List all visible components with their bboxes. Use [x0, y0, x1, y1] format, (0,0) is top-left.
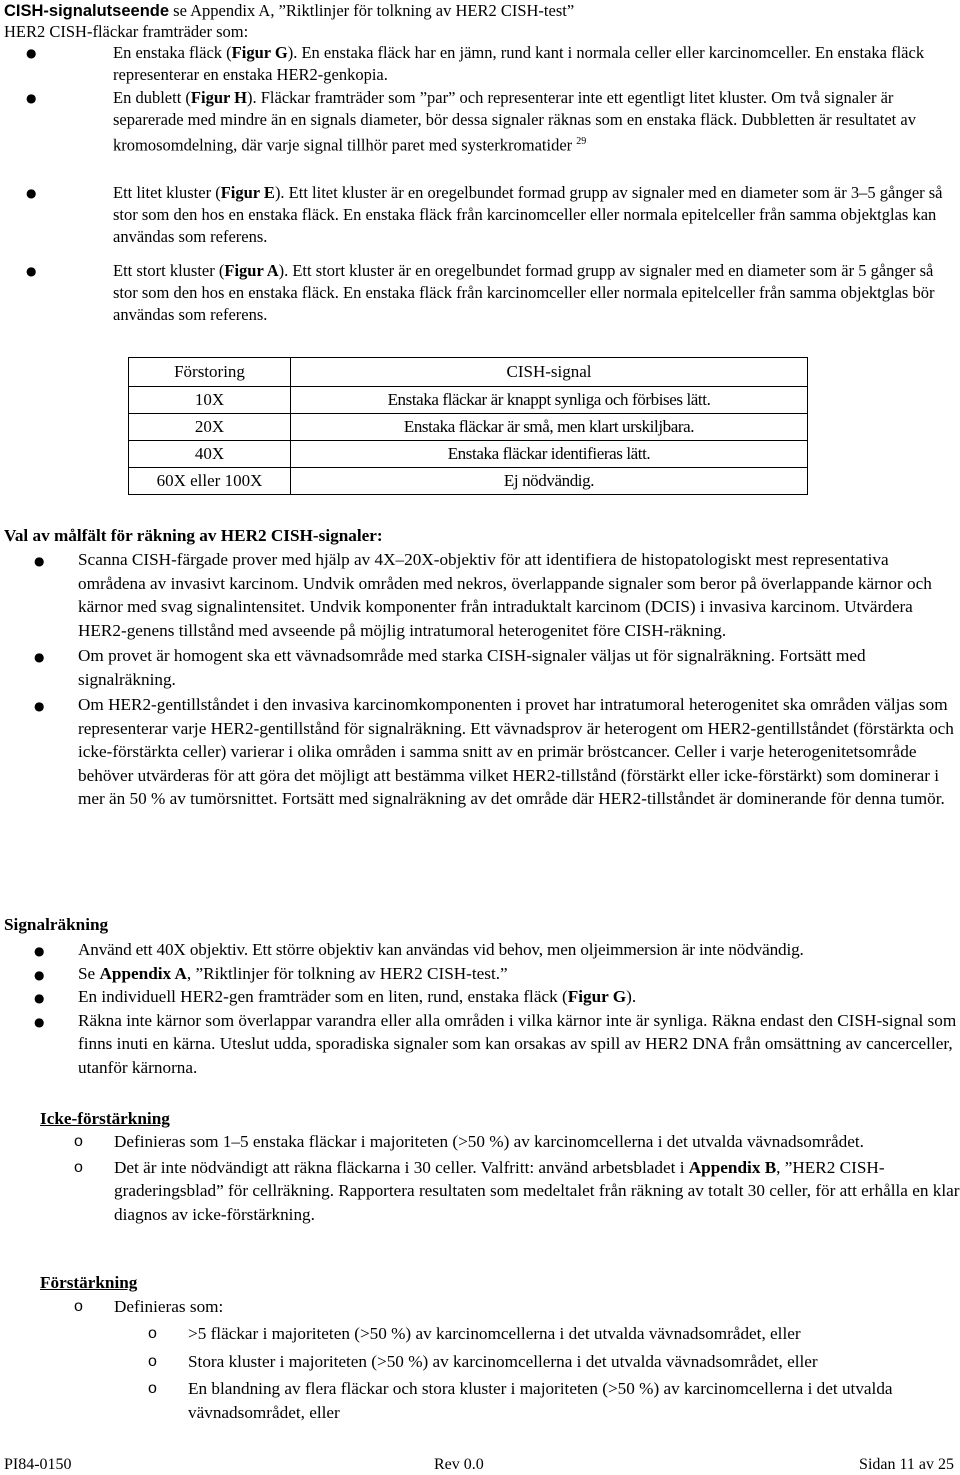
- list-item: o En blandning av flera fläckar och stora kluster i majoriteten (>50 %) av karcinomcellerna i det utvalda vävnadsområdet, eller: [148, 1379, 893, 1422]
- signal-counting-list: [28, 938, 960, 1079]
- table-header-cell: Förstoring: [129, 358, 291, 387]
- bullet-icon: ●: [26, 186, 37, 200]
- bullet-icon: ●: [26, 264, 37, 278]
- table-header-cell: CISH-signal: [291, 358, 808, 387]
- field-selection-list: [28, 548, 960, 811]
- table-cell: Enstaka fläckar identifieras lätt.: [291, 441, 808, 468]
- footer-revision: Rev 0.0: [434, 1456, 484, 1473]
- table-cell: 40X: [129, 441, 291, 468]
- circle-bullet-icon: o: [148, 1352, 157, 1370]
- bullet-icon: ●: [34, 944, 45, 958]
- list-item: ● Ett stort kluster (Figur A). Ett stort kluster är en oregelbundet formad grupp av signaler med en diameter som är 5 gånger så stor som den hos en enstaka fläck. En enstaka fläck från karcinomceller eller normala epitelceller från samma objektglas bör användas som referens.: [26, 261, 935, 324]
- table-cell: 20X: [129, 414, 291, 441]
- bullet-icon: ●: [34, 650, 45, 664]
- list-item: ● Om HER2-gentillståndet i den invasiva karcinomkomponenten i provet har intratumoral heterogenitet ska områden väljas som representerar varje HER2-gentillstånd för signalräkning. Ett vävnadsprov är heterogent om HER2-gentillståndet (förstärkta och icke-förstärkta celler) varierar i olika områden i samma snitt av en primär bröstcancer. Celler i varje heterogenitetsområde behöver utvärderas för att göra det möjligt att bestämma vilket HER2-tillstånd (förstärkt eller icke-förstärkt) som dominerar i mer än 50 % av tumörsnittet. Fortsätt med signalräkning av det område där HER2-tillståndet är dominerande för denna tumör.: [34, 695, 954, 808]
- list-item: o Definieras som 1–5 enstaka fläckar i majoriteten (>50 %) av karcinomcellerna i det utvalda vävnadsområdet.: [60, 1130, 960, 1154]
- bullet-icon: ●: [34, 991, 45, 1005]
- table-cell: 10X: [129, 387, 291, 414]
- table-row: [129, 468, 808, 495]
- circle-bullet-icon: o: [148, 1325, 157, 1342]
- table-cell: Enstaka fläckar är små, men klart urskiljbara.: [291, 414, 808, 441]
- non-amplification-title: Icke-förstärkning: [40, 1109, 170, 1128]
- heading-bold: CISH-signalutseende: [4, 2, 170, 20]
- list-item: ● Ett litet kluster (Figur E). Ett litet kluster är en oregelbundet formad grupp av signaler med en diameter som är 3–5 gånger så stor som den hos en enstaka fläck. En enstaka fläck från karcinomceller eller normala epitelceller från samma objektglas kan användas som referens.: [26, 183, 943, 246]
- table-cell: Enstaka fläckar är knappt synliga och förbises lätt.: [291, 387, 808, 414]
- table-row: [129, 387, 808, 414]
- list-item: ● Om provet är homogent ska ett vävnadsområde med starka CISH-signaler väljas ut för signalräkning. Fortsätt med signalräkning.: [34, 646, 866, 689]
- list-item: o Definieras som:: [60, 1295, 960, 1319]
- footer-doc-id: PI84-0150: [4, 1456, 72, 1473]
- list-item: ● Räkna inte kärnor som överlappar varandra eller alla områden i vilka kärnor inte är synliga. Räkna endast den CISH-signal som finns inuti en kärna. Uteslut udda, sporadiska signaler som kan orsakas av spill av HER2 DNA från omsättning av cancerceller, utanför kärnorna.: [34, 1010, 957, 1077]
- circle-bullet-icon: o: [148, 1380, 157, 1397]
- table-cell: Ej nödvändig.: [291, 468, 808, 495]
- amplification-criteria-list: [134, 1322, 960, 1424]
- amplification-title: Förstärkning: [40, 1273, 138, 1292]
- amplification-intro: [60, 1295, 960, 1319]
- bullet-icon: ●: [34, 967, 45, 982]
- subheading: HER2 CISH-fläckar framträder som:: [4, 22, 249, 41]
- list-item: ● En individuell HER2-gen framträder som en liten, rund, enstaka fläck (Figur G).: [28, 985, 960, 1009]
- heading-rest: se Appendix A, ”Riktlinjer för tolkning av HER2 CISH-test”: [169, 1, 575, 20]
- list-item: ● Se Appendix A, ”Riktlinjer för tolkning av HER2 CISH-test.”: [28, 962, 960, 986]
- footer-page-number: Sidan 11 av 25: [859, 1456, 954, 1473]
- list-item: ● En dublett (Figur H). Fläckar framträder som ”par” och representerar inte ett egentligt litet kluster. Om två signaler är separerade med mindre än en signals diameter, bör dessa signaler räknas som en enstaka fläck. Dubbletten är resultatet av kromosomdelning, där varje signal tillhör paret med systerkromatider $^{29}$: [26, 88, 916, 155]
- table-header-row: [129, 358, 808, 387]
- bullet-icon: ●: [26, 46, 37, 60]
- signal-type-list: [26, 42, 958, 326]
- bullet-icon: ●: [26, 91, 37, 105]
- list-item: o >5 fläckar i majoriteten (>50 %) av karcinomcellerna i det utvalda vävnadsområdet, eller: [134, 1322, 960, 1346]
- list-item: o Det är inte nödvändigt att räkna fläckarna i 30 celler. Valfritt: använd arbetsbladet i Appendix B, ”HER2 CISH-graderingsblad” för cellräkning. Rapportera resultaten som medeltalet från räkning av totalt 30 celler, för att erhålla en klar diagnos av icke-förstärkning.: [74, 1157, 960, 1224]
- list-item: ● Scanna CISH-färgade prover med hjälp av 4X–20X-objektiv för att identifiera de histopatologiskt mest representativa områdena av invasivt karcinom. Undvik områden med nekros, överlappande signaler som beror på överlappande kärnor och kärnor med svag signalintensitet. Undvik komponenter från intraduktalt karcinom (DCIS) i invasiva karcinom. Utvärdera HER2-genens tillstånd med avseende på möjlig intratumoral heterogenitet före CISH-räkning.: [34, 550, 932, 640]
- bullet-icon: ●: [34, 1014, 45, 1029]
- field-selection-title: Val av målfält för räkning av HER2 CISH-signaler:: [4, 526, 383, 545]
- table-row: [129, 414, 808, 441]
- list-item: o Stora kluster i majoriteten (>50 %) av karcinomcellerna i det utvalda vävnadsområdet, eller: [134, 1350, 960, 1374]
- bullet-icon: ●: [34, 699, 45, 713]
- table-cell: 60X eller 100X: [129, 468, 291, 495]
- list-item: ● Använd ett 40X objektiv. Ett större objektiv kan användas vid behov, men oljeimmersion är inte nödvändig.: [28, 938, 960, 962]
- section-heading: [4, 0, 574, 22]
- non-amplification-list: [60, 1130, 960, 1226]
- circle-bullet-icon: o: [74, 1133, 83, 1150]
- signal-counting-title: Signalräkning: [4, 915, 109, 934]
- circle-bullet-icon: o: [74, 1158, 83, 1176]
- magnification-table: [128, 357, 808, 495]
- bullet-icon: ●: [34, 554, 45, 568]
- list-item: ● En enstaka fläck (Figur G). En enstaka fläck har en jämn, rund kant i normala celler eller karcinomceller. En enstaka fläck representerar en enstaka HER2-genkopia.: [26, 43, 925, 84]
- table-row: [129, 441, 808, 468]
- circle-bullet-icon: o: [74, 1298, 83, 1315]
